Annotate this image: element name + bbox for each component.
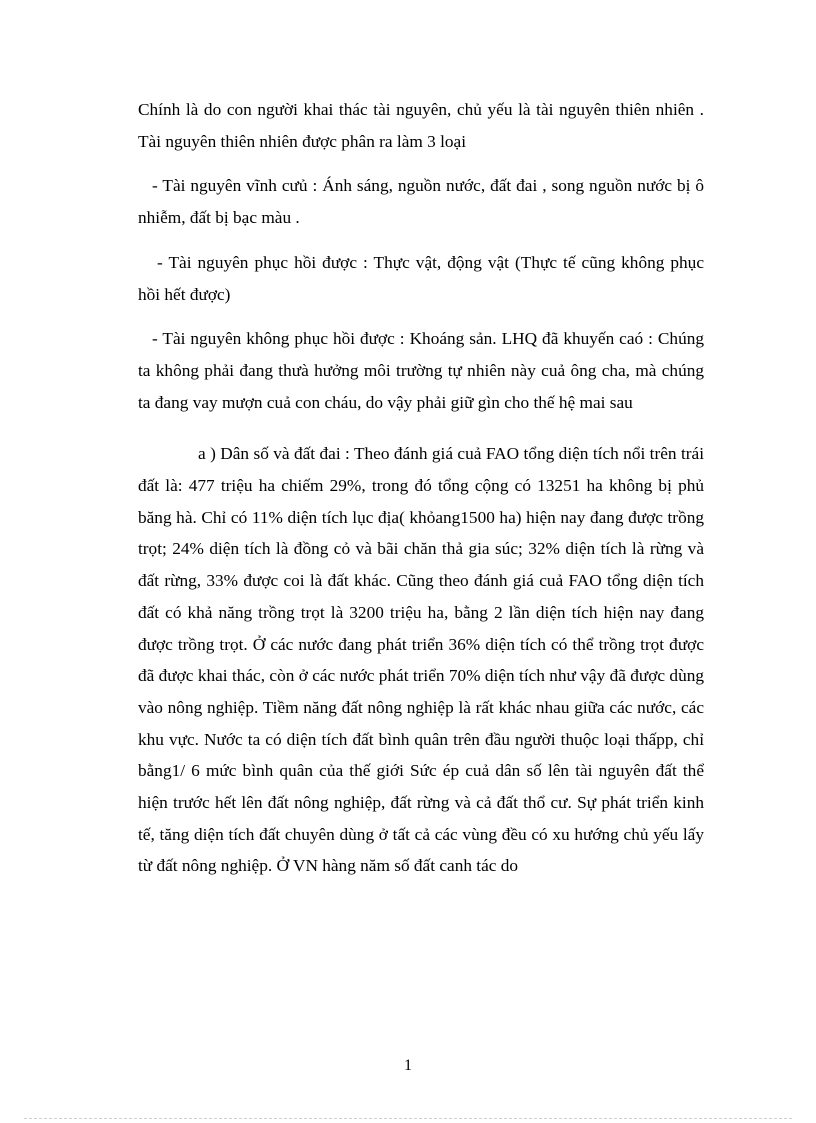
paragraph-bullet-permanent-resources: - Tài nguyên vĩnh cưủ : Ánh sáng, nguồn nước, đất đai , song nguồn nước bị ô nhiễm, đất bị bạc màu . — [138, 176, 704, 228]
page-number: 1 — [404, 1057, 412, 1074]
paragraph-intro: Chính là do con người khai thác tài nguyên, chủ yếu là tài nguyên thiên nhiên . Tài nguyên thiên nhiên được phân ra làm 3 loại — [138, 100, 704, 151]
paragraph-bullet-nonrenewable-resources: - Tài nguyên không phục hồi được : Khoáng sản. LHQ đã khuyến caó : Chúng ta không phải đang thưà hưởng môi trường tự nhiên này cuả ông cha, mà chúng ta đang vay mượn cuả con cháu, do vậy phải giữ gìn cho thế hệ mai sau — [138, 329, 704, 412]
page-bottom-divider — [24, 1118, 792, 1119]
paragraph-bullet-renewable-resources: - Tài nguyên phục hồi được : Thực vật, động vật (Thực tế cũng không phục hồi hết được) — [138, 252, 704, 304]
paragraph-population-and-land: a ) Dân số và đất đai : Theo đánh giá cuả FAO tổng diện tích nổi trên trái đất là: 477 triệu ha chiếm 29%, trong đó tổng cộng có 13251 ha không bị phủ băng hà. Chỉ có 11% diện tích lục địa( khỏang1500 ha) hiện nay đang được trồng trọt; 24% diện tích là đồng cỏ và bãi chăn thả gia súc; 32% diện tích là rừng và đất rừng, 33% được coi là đất khác. Cũng theo đánh giá cuả FAO tổng diện tích đất có khả năng trồng trọt là 3200 triệu ha, bằng 2 lần diện tích hiện nay đang được trồng trọt. Ở các nước đang phát triển 36% diện tích có thể trồng trọt được đã được khai thác, còn ở các nước phát triển 70% diện tích như vậy đã được dùng vào nông nghiệp. Tiềm năng đất nông nghiệp là rất khác nhau giữa các nước, các khu vực. Nước ta có diện tích đất bình quân trên đầu người thuộc loại thấpp, chỉ bằng1/ 6 mức bình quân của thế giới Sức ép cuả dân số lên tài nguyên đất thể hiện trước hết lên đất nông nghiệp, đất rừng và cả đất thổ cư. Sự phát triển kinh tế, tăng diện tích đất chuyên dùng ở tất cả các vùng đều có xu hướng chủ yếu lấy từ đất nông nghiệp. Ở VN hàng năm số đất canh tác do — [138, 444, 704, 876]
document-body — [138, 94, 704, 882]
